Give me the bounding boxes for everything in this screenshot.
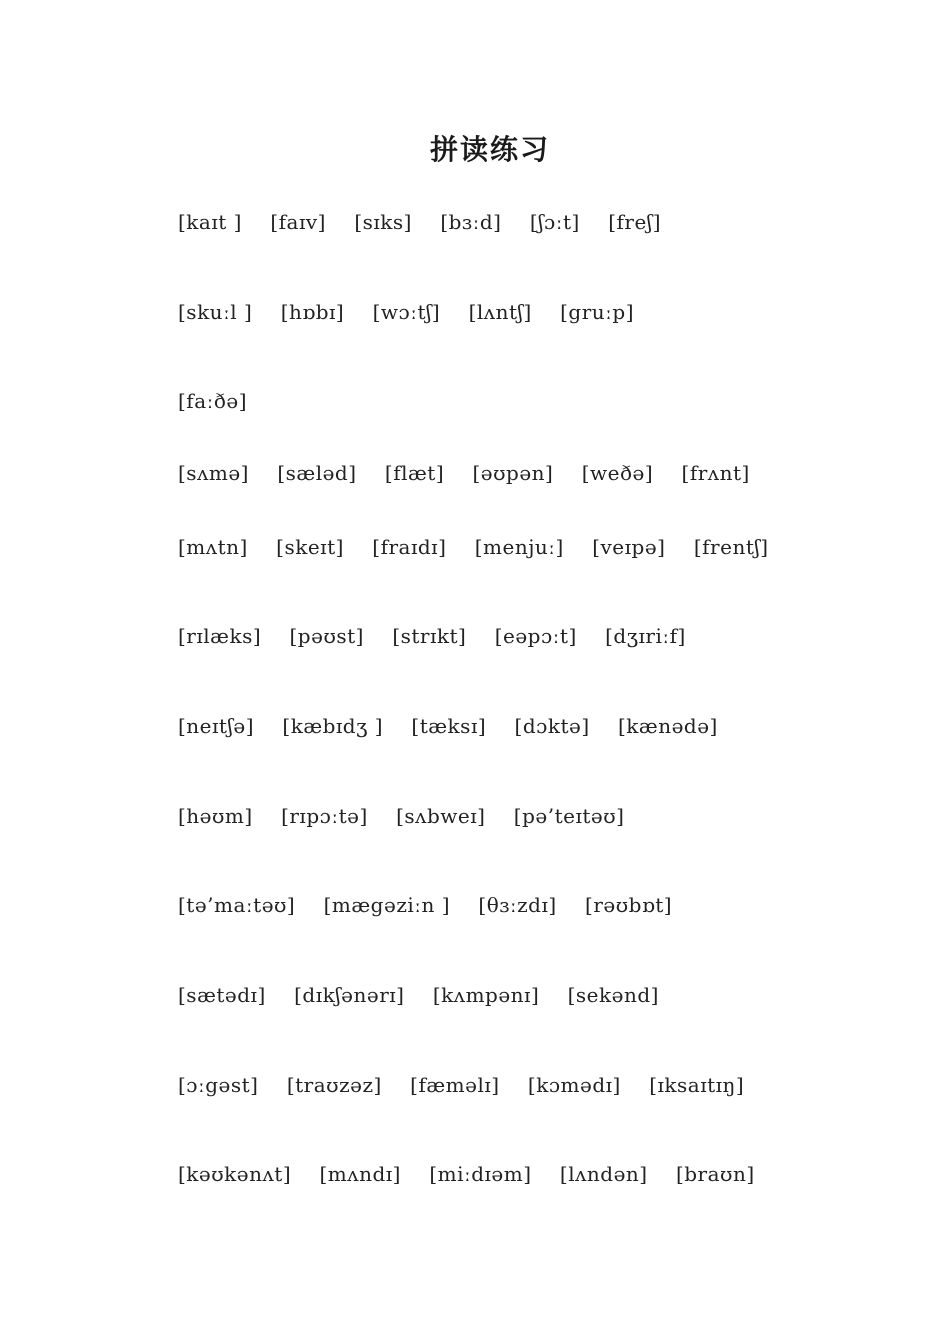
phonetic-item: [kæbɪdʒ ]	[282, 714, 384, 738]
phonetic-item: [kʌmpənɪ]	[432, 983, 540, 1007]
phonetic-item: [sʌbweɪ]	[396, 804, 486, 828]
phonetic-item: [kaɪt ]	[178, 210, 242, 234]
phonetic-item: [əʊpən]	[472, 461, 554, 485]
phonetic-item: [sæləd]	[277, 461, 357, 485]
phonetic-item: [faɪv]	[270, 210, 326, 234]
phonetic-row	[178, 297, 918, 327]
phonetic-item: [lʌndən]	[559, 1162, 648, 1186]
phonetic-row	[178, 621, 918, 651]
phonetic-item: [dʒɪriːf]	[605, 624, 686, 648]
phonetic-item: [flæt]	[384, 461, 445, 485]
phonetic-item: [tə’maːtəʊ]	[178, 893, 296, 917]
phonetic-item: [mægəziːn ]	[323, 893, 451, 917]
phonetic-item: [rəʊbɒt]	[585, 893, 673, 917]
phonetic-item: [faːðə]	[178, 389, 248, 413]
phonetic-item: [weðə]	[581, 461, 654, 485]
phonetic-item: [sʌmə]	[178, 461, 249, 485]
phonetic-item: [fraɪdɪ]	[372, 535, 447, 559]
phonetic-item: [mʌtn]	[178, 535, 248, 559]
phonetic-item: [həʊm]	[178, 804, 253, 828]
phonetic-item: [sɪks]	[354, 210, 412, 234]
phonetic-row	[178, 711, 918, 741]
phonetic-item: [eəpɔːt]	[494, 624, 577, 648]
phonetic-item: [frentʃ]	[693, 535, 769, 559]
phonetic-item: [ʃɔːt]	[529, 210, 580, 234]
phonetic-item: [neɪtʃə]	[178, 714, 255, 738]
phonetic-item: [traʊzəz]	[286, 1073, 382, 1097]
phonetic-item: [skeɪt]	[276, 535, 344, 559]
phonetic-item: [miːdɪəm]	[429, 1162, 532, 1186]
phonetic-row	[178, 458, 918, 488]
phonetic-row	[178, 1159, 918, 1189]
phonetic-item: [kænədə]	[617, 714, 718, 738]
phonetic-row	[178, 532, 918, 562]
phonetic-item: [dɔktə]	[514, 714, 590, 738]
phonetic-row	[178, 1070, 918, 1100]
phonetic-item: [frʌnt]	[681, 461, 750, 485]
phonetic-item: [pəʊst]	[289, 624, 364, 648]
phonetic-item: [sætədɪ]	[178, 983, 266, 1007]
phonetic-item: [pə’teɪtəʊ]	[513, 804, 625, 828]
phonetic-item: [mʌndɪ]	[319, 1162, 401, 1186]
phonetic-item: [sekənd]	[567, 983, 659, 1007]
phonetic-item: [rɪpɔːtə]	[281, 804, 368, 828]
phonetic-row	[178, 207, 918, 237]
phonetic-item: [ɪksaɪtɪŋ]	[649, 1073, 745, 1097]
phonetic-item: [bɜːd]	[440, 210, 502, 234]
phonetic-item: [lʌntʃ]	[468, 300, 532, 324]
phonetic-item: [kəʊkənʌt]	[178, 1162, 292, 1186]
phonetic-item: [θɜːzdɪ]	[478, 893, 557, 917]
phonetic-item: [veɪpə]	[592, 535, 666, 559]
phonetic-item: [hɒbɪ]	[280, 300, 345, 324]
phonetic-item: [dɪkʃənərɪ]	[294, 983, 405, 1007]
phonetic-row	[178, 980, 918, 1010]
phonetic-item: [tæksɪ]	[411, 714, 487, 738]
phonetic-item: [rɪlæks]	[178, 624, 262, 648]
phonetic-row	[178, 386, 918, 416]
phonetic-item: [ɔːgəst]	[178, 1073, 259, 1097]
phonetic-item: [wɔːtʃ]	[372, 300, 441, 324]
phonetic-item: [gruːp]	[560, 300, 634, 324]
phonetic-item: [strɪkt]	[392, 624, 467, 648]
phonetic-item: [fæməlɪ]	[410, 1073, 500, 1097]
page-title: 拼读练习	[429, 133, 550, 166]
phonetic-item: [braʊn]	[675, 1162, 755, 1186]
phonetic-item: [skuːl ]	[178, 300, 253, 324]
phonetic-item: [menjuː]	[474, 535, 564, 559]
phonetic-row	[178, 890, 918, 920]
phonetic-item: [kɔmədɪ]	[527, 1073, 621, 1097]
phonetic-item: [freʃ]	[608, 210, 662, 234]
phonetic-row	[178, 801, 918, 831]
